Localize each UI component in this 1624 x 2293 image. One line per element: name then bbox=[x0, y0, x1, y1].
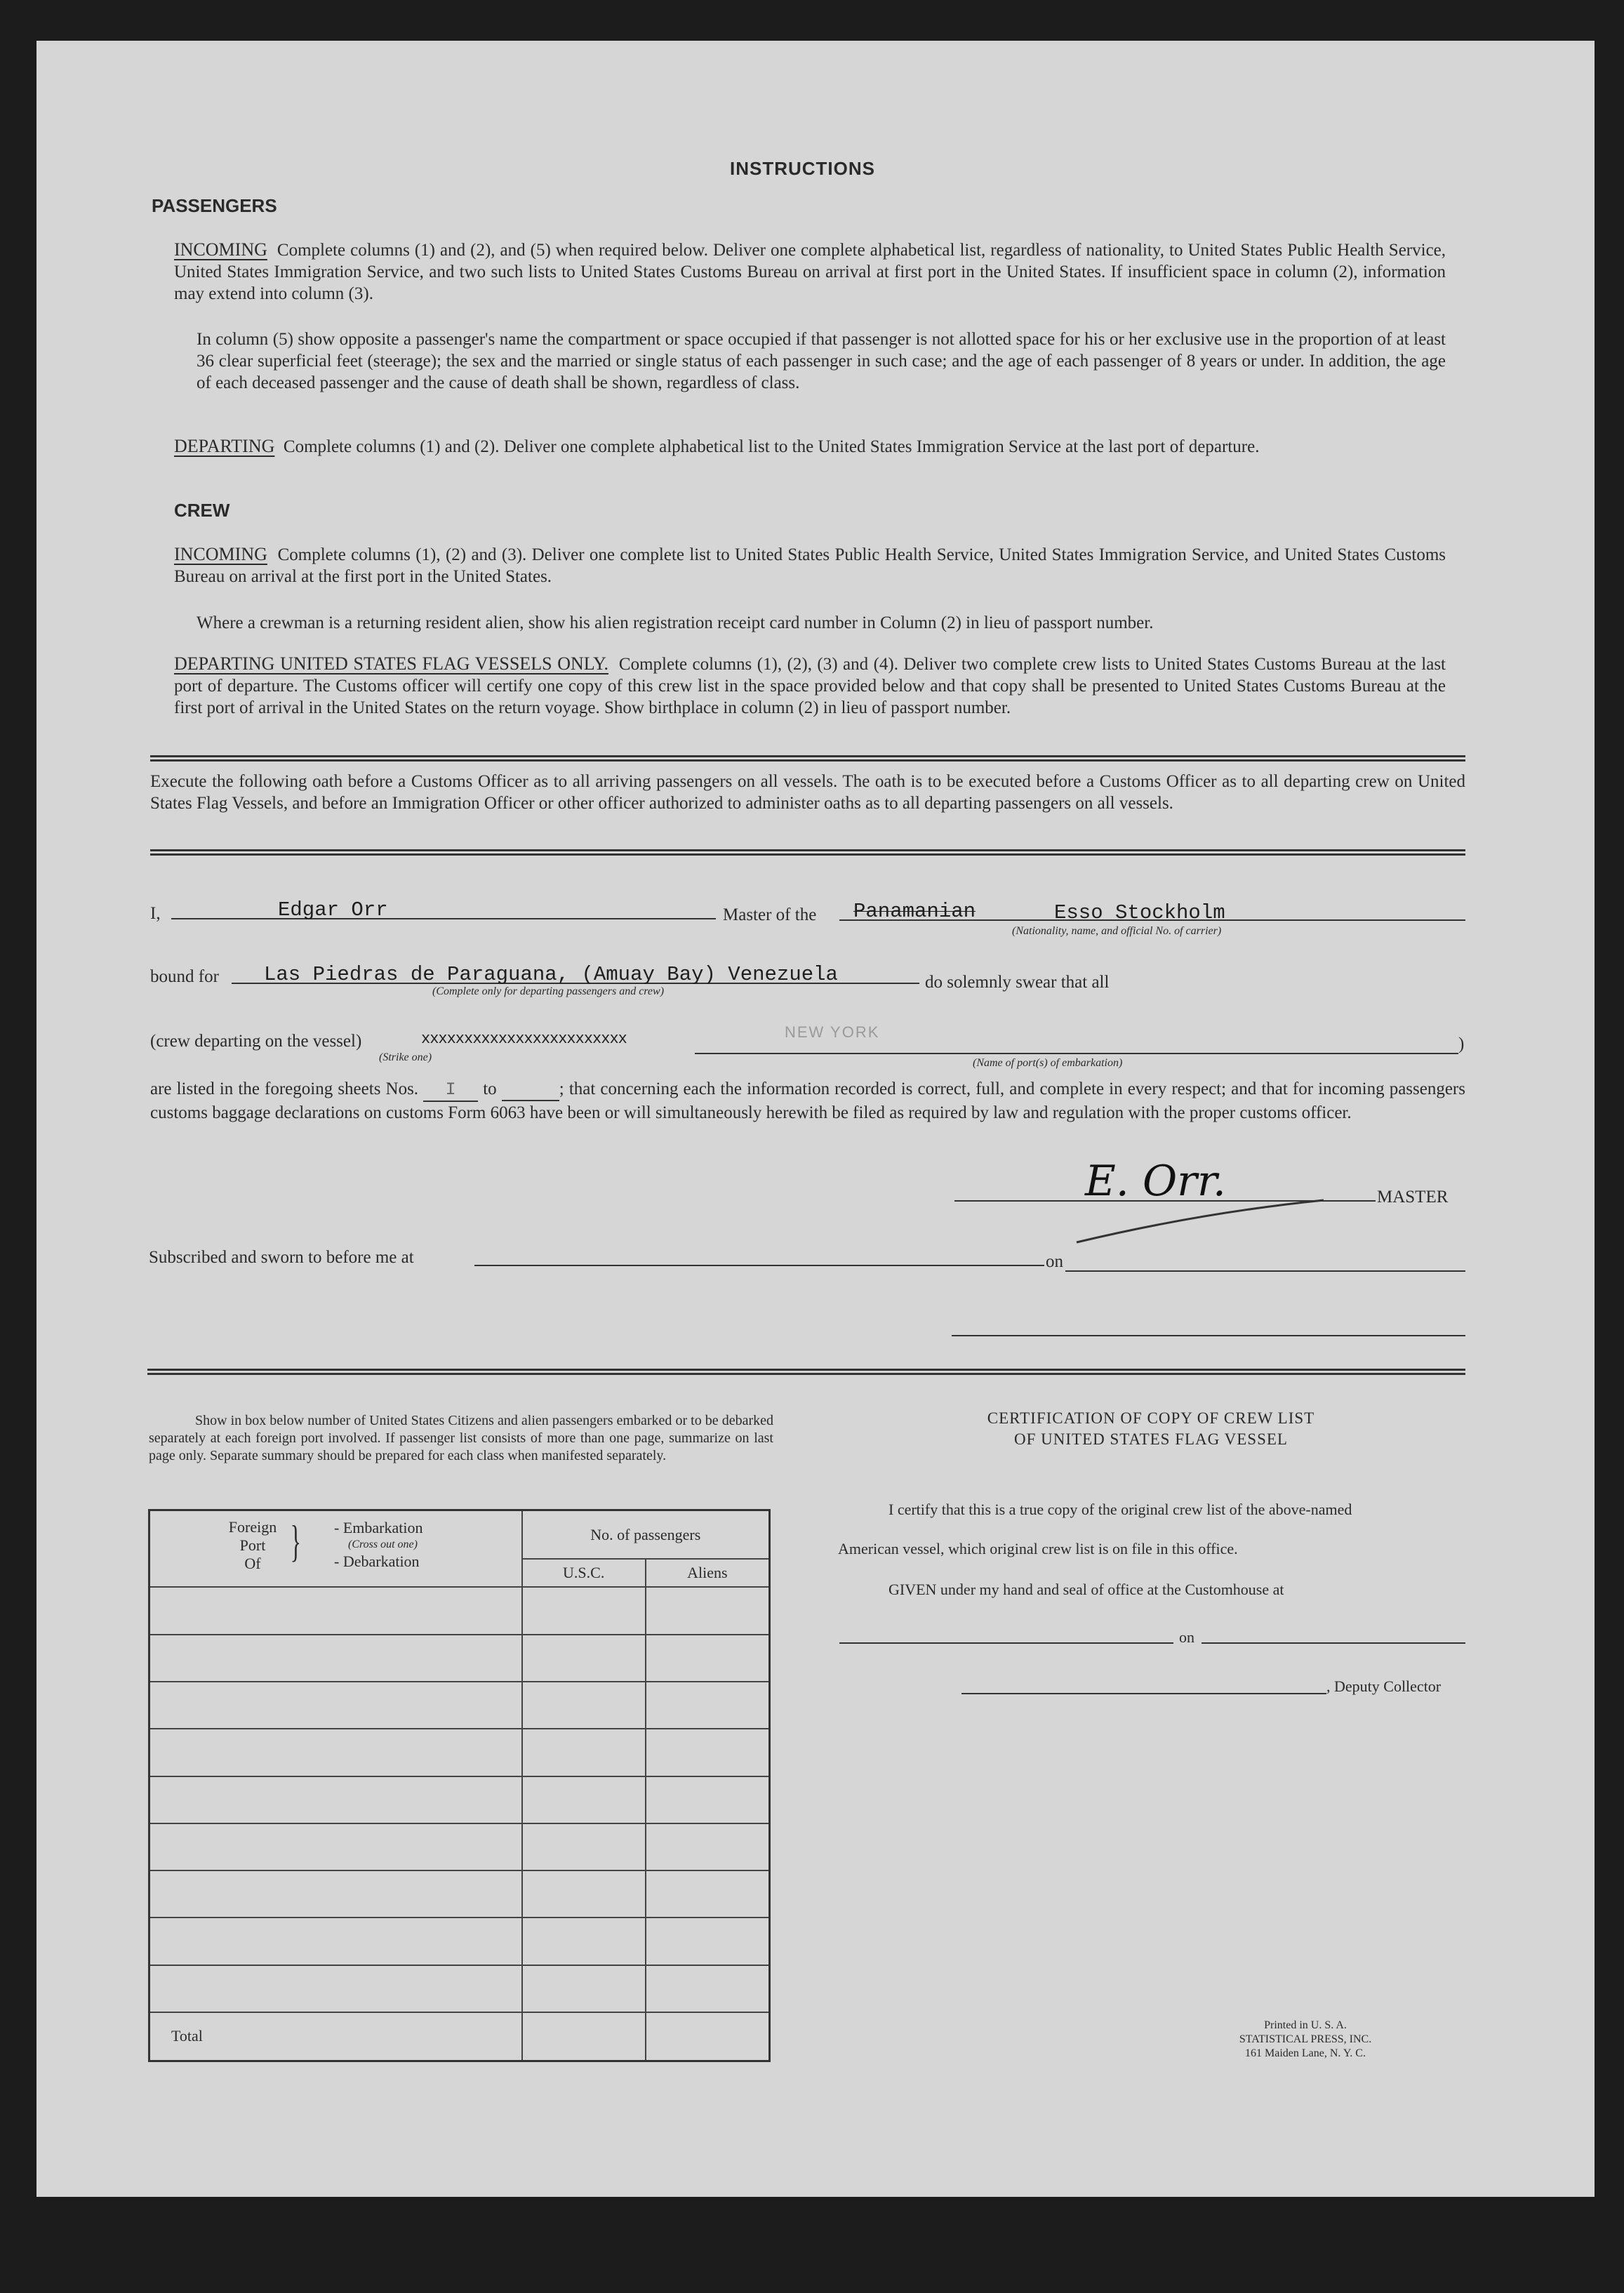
crew-departing-text: Complete columns (1), (2), (3) and (4). Deliver two complete crew lists to United States Customs Bureau at the last port of departure. The Customs officer will certify one copy of this crew list in the space provided below and that copy shall be presented to United States Customs Bureau at the first port of arrival in the United States on the return voyage. Show birthplace in column (2) in lieu of passport number. bbox=[174, 655, 1446, 717]
passengers-heading: PASSENGERS bbox=[152, 195, 277, 216]
oath-intro: Execute the following oath before a Customs Officer as to all arriving passengers on all vessels. The oath is to be executed before a Customs Officer as to all departing crew on United States Flag Vessels, and before an Immigration Officer or other officer authorized to administer oaths as to all departing passengers on all vessels. bbox=[150, 772, 1465, 813]
sheet-to-field[interactable] bbox=[502, 1078, 559, 1101]
passengers-departing-paragraph bbox=[174, 435, 1446, 458]
certification-title bbox=[905, 1408, 1397, 1450]
crew-departing-label: DEPARTING UNITED STATES FLAG VESSELS ONLY. bbox=[174, 653, 608, 674]
col-foreign: Foreign bbox=[228, 1518, 277, 1536]
certification-title-line2: OF UNITED STATES FLAG VESSEL bbox=[1014, 1430, 1288, 1448]
port-cell[interactable] bbox=[149, 1918, 522, 1965]
divider-double bbox=[147, 1369, 1465, 1375]
close-paren: ) bbox=[1458, 1035, 1465, 1054]
bound-for-label: bound for bbox=[150, 967, 219, 986]
aliens-cell[interactable] bbox=[646, 1918, 770, 1965]
passengers-departing-text: Complete columns (1) and (2). Deliver one complete alphabetical list to the United States Immigration Service at the last port of departure. bbox=[283, 437, 1260, 456]
carrier-caption: (Nationality, name, and official No. of carrier) bbox=[1012, 925, 1222, 937]
crew-incoming-paragraph bbox=[174, 543, 1446, 587]
usc-total-cell[interactable] bbox=[522, 2012, 646, 2061]
col-aliens: Aliens bbox=[646, 1559, 770, 1587]
port-cell[interactable] bbox=[149, 1870, 522, 1918]
port-cell[interactable] bbox=[149, 1776, 522, 1823]
passengers-column5-text: In column (5) show opposite a passenger's name the compartment or space occupied if that passenger is not allotted space for his or her exclusive use in the proportion of at least 36 clear superficial feet (steerage); the sex and the married or single status of each passenger in such case; and the age of each passenger of 8 years or under. In addition, the age of each deceased passenger and the cause of death shall be shown, regardless of class. bbox=[197, 330, 1446, 392]
subscribed-place-field[interactable] bbox=[474, 1247, 1044, 1266]
struck-text: xxxxxxxxxxxxxxxxxxxxxxxx bbox=[421, 1030, 627, 1048]
usc-cell[interactable] bbox=[522, 1729, 646, 1776]
sheets-rest: ; that concerning each the information recorded is correct, full, and complete in every respect; and that for incoming passengers customs baggage declarations on customs Form 6063 have been or will simultaneously herewith be filed as required by law and regulation with the proper customs officer. bbox=[150, 1079, 1465, 1122]
crew-incoming-label: INCOMING bbox=[174, 544, 267, 564]
master-label: MASTER bbox=[1377, 1188, 1449, 1207]
aliens-cell[interactable] bbox=[646, 1682, 770, 1729]
vessel-name-value: Esso Stockholm bbox=[1054, 901, 1225, 924]
master-name-field[interactable] bbox=[171, 900, 716, 919]
given-text: GIVEN under my hand and seal of office at the Customhouse at bbox=[888, 1581, 1284, 1598]
usc-cell[interactable] bbox=[522, 1870, 646, 1918]
strike-caption: (Strike one) bbox=[379, 1051, 432, 1063]
passengers-departing-label: DEPARTING bbox=[174, 436, 275, 456]
aliens-cell[interactable] bbox=[646, 1776, 770, 1823]
passenger-summary-table bbox=[148, 1509, 771, 2062]
aliens-total-cell[interactable] bbox=[646, 2012, 770, 2061]
aliens-cell[interactable] bbox=[646, 1729, 770, 1776]
aliens-cell[interactable] bbox=[646, 1587, 770, 1634]
certify-text: I certify that this is a true copy of the original crew list of the above-named bbox=[888, 1501, 1352, 1518]
port-embarkation-stamp: NEW YORK bbox=[785, 1023, 880, 1041]
port-cell[interactable] bbox=[149, 1682, 522, 1729]
crew-departing-paragraph bbox=[174, 653, 1446, 719]
sheets-paragraph bbox=[150, 1078, 1465, 1124]
nationality-value bbox=[853, 900, 976, 923]
sheets-prefix: are listed in the foregoing sheets Nos. bbox=[150, 1079, 419, 1098]
usc-cell[interactable] bbox=[522, 1965, 646, 2012]
subscribed-label: Subscribed and sworn to before me at bbox=[149, 1248, 414, 1267]
col-port: Port bbox=[239, 1536, 266, 1554]
usc-cell[interactable] bbox=[522, 1776, 646, 1823]
instructions-title: INSTRUCTIONS bbox=[730, 158, 875, 179]
passengers-incoming-paragraph bbox=[174, 239, 1446, 305]
printer-line3: 161 Maiden Lane, N. Y. C. bbox=[1245, 2047, 1366, 2059]
summary-instructions: Show in box below number of United States Citizens and alien passengers embarked or to be debarked separately at each foreign port involved. If passenger list consists of more than one page, summarize on last page only. Separate summary should be prepared for each class when manifested separately. bbox=[149, 1413, 773, 1463]
cross-out-caption: (Cross out one) bbox=[348, 1538, 418, 1550]
port-cell[interactable] bbox=[149, 1635, 522, 1682]
col-usc: U.S.C. bbox=[522, 1559, 646, 1587]
cert-on-label: on bbox=[1179, 1628, 1194, 1646]
subscribed-on-label: on bbox=[1046, 1252, 1063, 1271]
signature-flourish bbox=[1074, 1193, 1326, 1249]
deputy-label: , Deputy Collector bbox=[1326, 1677, 1442, 1695]
master-signature: E. Orr. bbox=[1085, 1157, 1226, 1206]
divider-double bbox=[150, 849, 1465, 856]
aliens-cell[interactable] bbox=[646, 1870, 770, 1918]
embarkation-option[interactable]: - Embarkation bbox=[334, 1519, 423, 1536]
swear-text: do solemnly swear that all bbox=[925, 973, 1110, 992]
subscribed-date-field[interactable] bbox=[1065, 1252, 1465, 1272]
crew-incoming-text: Complete columns (1), (2) and (3). Deliver one complete list to United States Public Health Service, United States Immigration Service, and United States Customs Bureau on arrival at the first port in the United States. bbox=[174, 545, 1446, 586]
usc-cell[interactable] bbox=[522, 1635, 646, 1682]
customhouse-field[interactable] bbox=[839, 1626, 1173, 1644]
debarkation-option[interactable]: - Debarkation bbox=[334, 1553, 420, 1570]
bound-caption: (Complete only for departing passengers and crew) bbox=[432, 985, 665, 997]
port-caption: (Name of port(s) of embarkation) bbox=[973, 1057, 1123, 1069]
to-label: to bbox=[483, 1079, 497, 1098]
master-of-label: Master of the bbox=[723, 905, 817, 924]
usc-cell[interactable] bbox=[522, 1682, 646, 1729]
aliens-cell[interactable] bbox=[646, 1965, 770, 2012]
i-label: I, bbox=[150, 904, 161, 923]
port-cell[interactable] bbox=[149, 1729, 522, 1776]
printer-line1: Printed in U. S. A. bbox=[1264, 2019, 1347, 2031]
certify-text2: American vessel, which original crew list is on file in this office. bbox=[838, 1540, 1238, 1557]
aliens-cell[interactable] bbox=[646, 1635, 770, 1682]
crew-resident-text: Where a crewman is a returning resident alien, show his alien registration receipt card number in Column (2) in lieu of passport number. bbox=[197, 613, 1154, 632]
bound-for-value: Las Piedras de Paraguana, (Amuay Bay) Venezuela bbox=[264, 963, 838, 986]
col-passengers: No. of passengers bbox=[522, 1510, 770, 1560]
deputy-collector-field[interactable] bbox=[961, 1676, 1326, 1694]
usc-cell[interactable] bbox=[522, 1587, 646, 1634]
usc-cell[interactable] bbox=[522, 1823, 646, 1870]
col-of: Of bbox=[244, 1555, 261, 1572]
printer-imprint bbox=[1221, 2019, 1390, 2061]
divider-double bbox=[150, 755, 1465, 762]
cert-date-field[interactable] bbox=[1202, 1626, 1465, 1644]
port-cell[interactable] bbox=[149, 1965, 522, 2012]
port-cell[interactable] bbox=[149, 1587, 522, 1634]
passengers-incoming-label: INCOMING bbox=[174, 239, 267, 260]
officer-signature-field[interactable] bbox=[952, 1317, 1465, 1336]
aliens-cell[interactable] bbox=[646, 1823, 770, 1870]
nationality-text: Panamanian bbox=[853, 900, 976, 923]
foreign-port-header bbox=[149, 1510, 522, 1588]
certification-title-line1: CERTIFICATION OF COPY OF CREW LIST bbox=[987, 1409, 1315, 1427]
port-cell[interactable] bbox=[149, 1823, 522, 1870]
brace-icon: } bbox=[290, 1516, 302, 1566]
master-name-value: Edgar Orr bbox=[278, 898, 388, 922]
crew-heading: CREW bbox=[174, 500, 230, 521]
passengers-incoming-text: Complete columns (1) and (2), and (5) when required below. Deliver one complete alphabetical list, regardless of nationality, to United States Public Health Service, United States Immigration Service, and two such lists to United States Customs Bureau on arrival at first port in the United States. If insufficient space in column (2), information may extend into column (3). bbox=[174, 241, 1446, 303]
crew-departing-label: (crew departing on the vessel) bbox=[150, 1032, 362, 1051]
total-label: Total bbox=[149, 2012, 522, 2061]
printer-line2: STATISTICAL PRESS, INC. bbox=[1239, 2033, 1372, 2045]
usc-cell[interactable] bbox=[522, 1918, 646, 1965]
sheet-from-field[interactable]: I bbox=[423, 1079, 478, 1102]
